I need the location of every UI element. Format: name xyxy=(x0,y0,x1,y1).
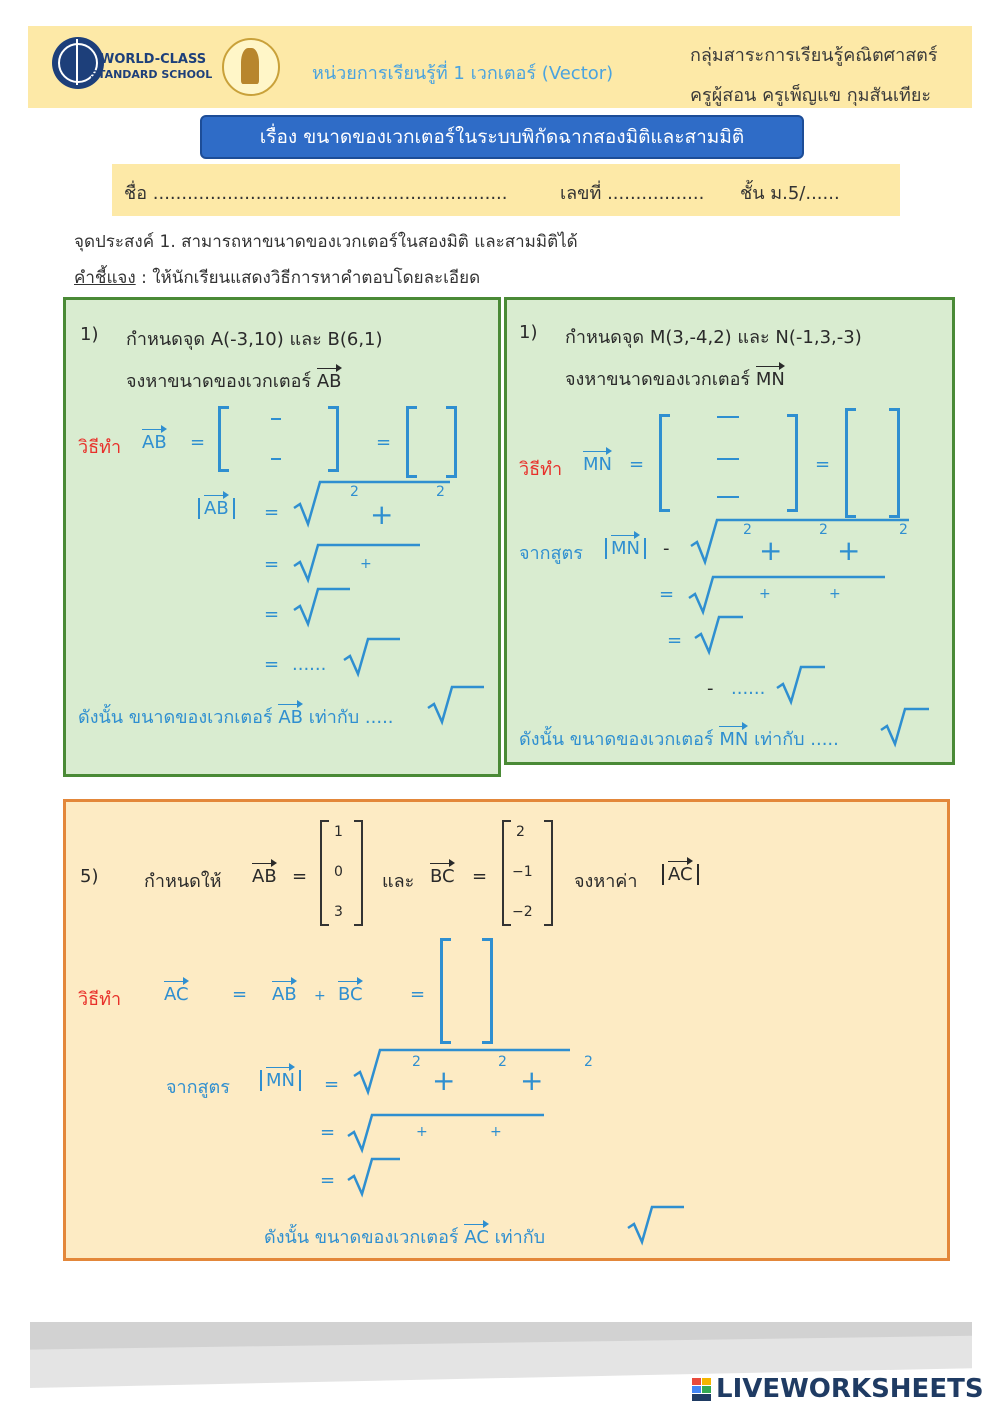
logo-text-line2: STANDARD SCHOOL xyxy=(90,68,213,81)
instruction-label: คำชี้แจง xyxy=(74,268,136,288)
sqrt-icon xyxy=(626,1204,686,1246)
vector-ab-label: AB xyxy=(142,432,167,453)
problem5-formula-label: จากสูตร xyxy=(166,1077,230,1098)
problem2-conclusion: ดังนั้น ขนาดของเวกเตอร์ MN เท่ากับ ..... xyxy=(519,729,839,750)
problem5-box: 5) กำหนดให้ AB = 1 0 3 และ BC = 2 −1 −2 จงหาค่า AC วิธีทำ AC = AB + BC = จากสูตร MN = 2 + 2 + 2 = + + = ดังนั้น ขนาดของเวกเตอร์ AC เท่ากับ xyxy=(63,799,950,1261)
magnitude-mn: MN xyxy=(260,1070,301,1091)
magnitude-ac: AC xyxy=(662,864,699,885)
sqrt-icon xyxy=(292,542,422,584)
instruction-text: : ให้นักเรียนแสดงวิธีการหาคำตอบโดยละเอียด xyxy=(135,268,481,288)
name-field[interactable]: ชื่อ .............................................................. xyxy=(124,183,508,204)
globe-logo-icon xyxy=(52,37,104,89)
answer-vector-ac[interactable] xyxy=(440,938,451,1044)
sqrt-icon xyxy=(292,586,352,628)
sqrt-icon xyxy=(775,664,827,706)
answer-matrix-ab xyxy=(218,406,229,472)
problem2-method-label: วิธีทำ xyxy=(519,459,563,480)
magnitude-mn: MN xyxy=(605,538,646,559)
sqrt-icon xyxy=(687,574,887,616)
sqrt-icon xyxy=(346,1112,546,1154)
subject-group: กลุ่มสาระการเรียนรู้คณิตศาสตร์ xyxy=(690,45,938,66)
problem5-number: 5) xyxy=(80,866,99,887)
problem2-formula-label: จากสูตร xyxy=(519,543,583,564)
problem2-box: 1) กำหนดจุด M(3,-4,2) และ N(-1,3,-3) จงหาขนาดของเวกเตอร์ MN วิธีทำ MN = = จากสูตร MN - 2 + 2 + 2 = + + = - ...... ดังนั้น ขนาดของเวกเตอร์ MN เท่ากับ ..... xyxy=(504,297,955,765)
sqrt-icon xyxy=(693,614,745,656)
topic-title: เรื่อง ขนาดของเวกเตอร์ในระบบพิกัดฉากสองมิติและสามมิติ xyxy=(200,115,804,159)
answer-vector-mn[interactable] xyxy=(845,408,856,518)
sqrt-icon xyxy=(879,706,931,748)
sqrt-icon xyxy=(346,1156,402,1198)
liveworksheets-brand: LIVEWORKSHEETS xyxy=(716,1374,984,1404)
logo-text-line1: WORLD-CLASS xyxy=(100,52,207,67)
instruction xyxy=(74,264,480,291)
vector-bc-label: BC xyxy=(430,866,455,887)
problem1-number: 1) xyxy=(80,324,99,345)
equals-sign: = xyxy=(190,432,206,453)
problem1-given: กำหนดจุด A(-3,10) และ B(6,1) xyxy=(126,329,383,350)
equals-sign: = xyxy=(376,432,392,453)
answer-vector-ab[interactable] xyxy=(406,406,417,478)
vector-ab-label: AB xyxy=(316,371,342,392)
student-info-bar xyxy=(112,164,900,216)
teacher-name: ครูผู้สอน ครูเพ็ญแข กุมสันเทียะ xyxy=(690,85,932,106)
vector-mn-label: MN xyxy=(583,454,612,475)
sqrt-icon xyxy=(342,636,402,678)
answer-matrix-mn xyxy=(659,414,670,512)
problem5-given: กำหนดให้ xyxy=(144,871,222,892)
unit-title: หน่วยการเรียนรู้ที่ 1 เวกเตอร์ (Vector) xyxy=(312,63,614,84)
magnitude-ab: AB xyxy=(198,498,235,519)
problem2-task: จงหาขนาดของเวกเตอร์ MN xyxy=(565,369,785,390)
problem1-method-label: วิธีทำ xyxy=(78,437,122,458)
problem1-conclusion: ดังนั้น ขนาดของเวกเตอร์ AB เท่ากับ ..... xyxy=(78,707,394,728)
problem5-conclusion: ดังนั้น ขนาดของเวกเตอร์ AC เท่ากับ xyxy=(264,1227,546,1248)
problem1-box: 1) กำหนดจุด A(-3,10) และ B(6,1) จงหาขนาดของเวกเตอร์ AB วิธีทำ AB = = AB = 2 + 2 = + = = ...... ดังนั้น ขนาดของเวกเตอร์ AB เท่ากับ ..... xyxy=(63,297,501,777)
objective: จุดประสงค์ 1. สามารถหาขนาดของเวกเตอร์ในสองมิติ และสามมิติได้ xyxy=(74,232,578,252)
matrix-bc xyxy=(502,820,511,926)
matrix-ab xyxy=(320,820,329,926)
liveworksheets-logo-icon xyxy=(692,1378,712,1402)
school-seal-icon xyxy=(222,38,280,96)
sqrt-icon xyxy=(689,516,911,566)
problem1-task: จงหาขนาดของเวกเตอร์ AB xyxy=(126,371,342,392)
problem2-number: 1) xyxy=(519,322,538,343)
number-field[interactable]: เลขที่ ................. xyxy=(560,183,705,204)
problem5-method-label: วิธีทำ xyxy=(78,989,122,1010)
vector-ab-label: AB xyxy=(252,866,277,887)
class-field[interactable]: ชั้น ม.5/...... xyxy=(740,183,840,204)
problem2-given: กำหนดจุด M(3,-4,2) และ N(-1,3,-3) xyxy=(565,327,862,348)
vector-mn-label: MN xyxy=(755,369,785,390)
sqrt-icon xyxy=(426,684,486,726)
